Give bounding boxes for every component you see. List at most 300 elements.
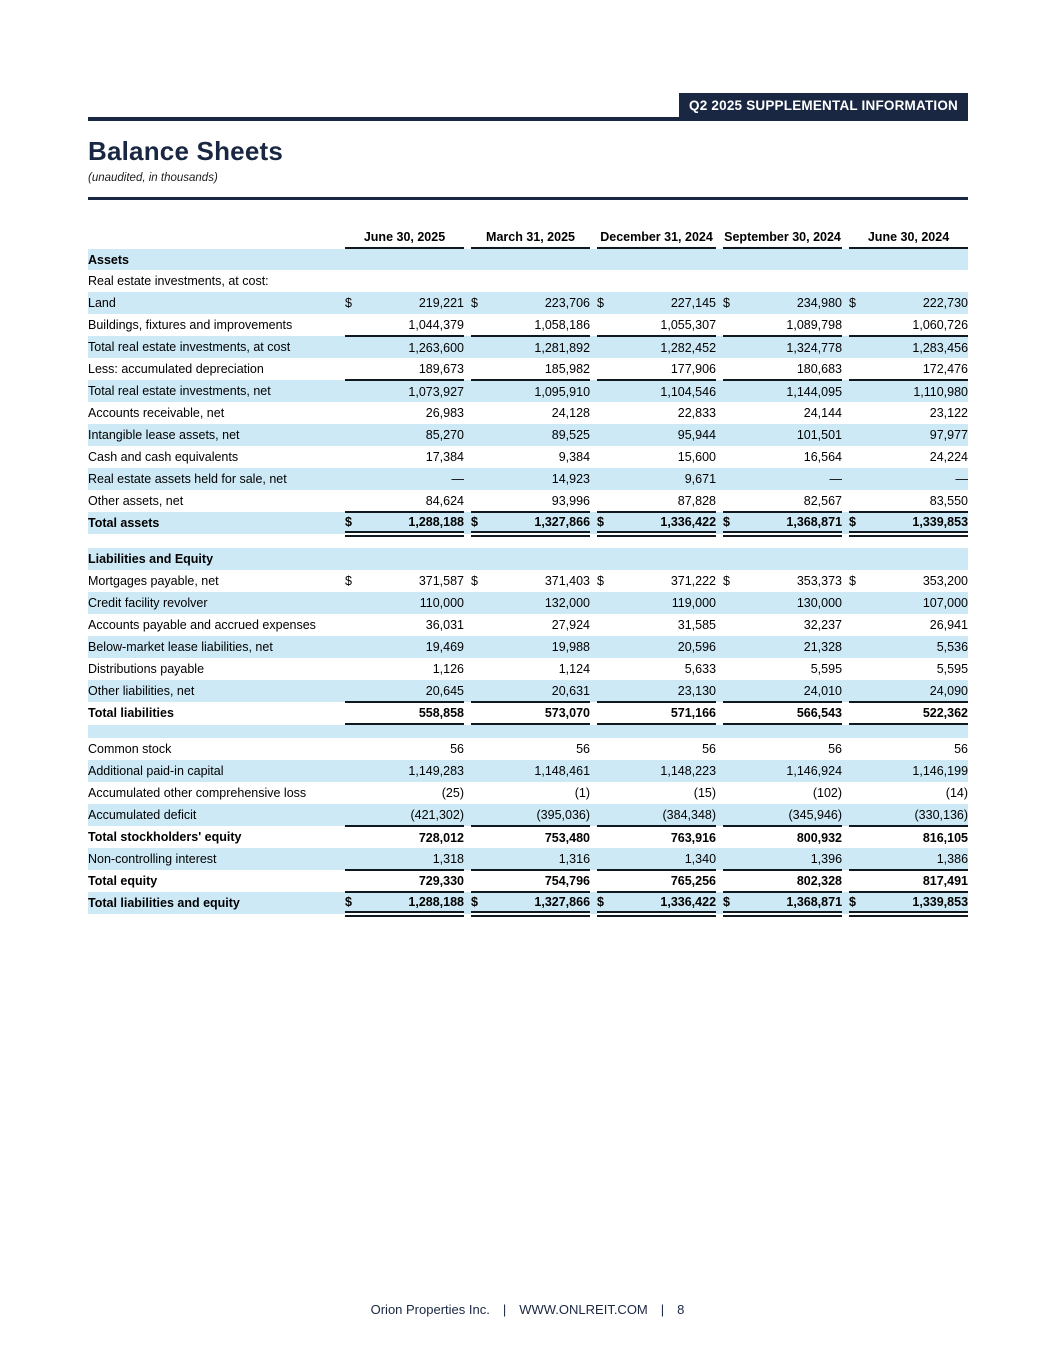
dollar-spacer (723, 592, 747, 614)
cell-value: 16,564 (803, 450, 843, 464)
dollar-spacer (345, 826, 369, 848)
dollar-spacer (849, 490, 873, 512)
dollar-sign: $ (471, 296, 478, 310)
cell-value: 1,146,924 (786, 764, 843, 778)
dollar-spacer (471, 490, 495, 512)
cell-value: 14,923 (551, 472, 591, 486)
cell-value: 93,996 (495, 490, 590, 512)
dollar-spacer (597, 614, 621, 636)
dollar-spacer (849, 614, 873, 636)
dollar-spacer (345, 782, 369, 804)
cell-value: 1,396 (747, 848, 842, 870)
dollar-spacer (723, 680, 747, 702)
cell-value: 1,060,726 (873, 314, 968, 336)
spacer-cell (88, 724, 968, 738)
dollar-spacer (597, 592, 621, 614)
cell-value: 56 (576, 742, 591, 756)
table-row (88, 680, 968, 702)
column-gap (464, 512, 471, 534)
dollar-sign: $ (471, 512, 495, 534)
column-gap (464, 468, 471, 490)
column-header: June 30, 2025 (345, 200, 464, 248)
cell-value: 1,324,778 (786, 340, 843, 355)
column-gap (464, 446, 471, 468)
column-gap (716, 380, 723, 402)
cell-value: 180,683 (747, 358, 842, 380)
spacer-cell (88, 534, 968, 548)
dollar-spacer (597, 738, 621, 760)
cell-value: 5,536 (936, 640, 969, 654)
cell-value: 729,330 (369, 870, 464, 892)
dollar-spacer (597, 636, 621, 658)
dollar-sign: $ (849, 296, 856, 310)
cell-value: 110,000 (419, 596, 464, 610)
cell-value: 5,595 (810, 662, 843, 676)
dollar-spacer (345, 358, 369, 380)
dollar-spacer (471, 314, 495, 336)
dollar-spacer (723, 402, 747, 424)
dollar-spacer (471, 680, 495, 702)
table-row (88, 336, 968, 358)
column-gap (590, 424, 597, 446)
column-gap (842, 512, 849, 534)
column-gap (842, 680, 849, 702)
dollar-spacer (597, 402, 621, 424)
column-gap (590, 358, 597, 380)
table-row (88, 782, 968, 804)
dollar-spacer (723, 848, 747, 870)
row-label: Less: accumulated depreciation (88, 362, 264, 376)
column-gap (464, 402, 471, 424)
cell-value: 19,469 (425, 640, 464, 654)
column-gap (716, 870, 723, 892)
column-gap (716, 738, 723, 760)
cell-value: 95,944 (677, 428, 717, 442)
dollar-spacer (723, 826, 747, 848)
cell-value: 24,128 (551, 406, 591, 420)
cell-value: 522,362 (873, 702, 968, 724)
row-label: Below-market lease liabilities, net (88, 640, 273, 654)
row-label: Accumulated deficit (88, 808, 197, 822)
table-row (88, 402, 968, 424)
dollar-sign: $ (597, 512, 621, 534)
spacer-row (88, 534, 968, 548)
dollar-spacer (723, 782, 747, 804)
dollar-spacer (723, 380, 747, 402)
cell-value: 119,000 (671, 596, 717, 610)
cell-value: 24,144 (803, 406, 843, 420)
cell-value: 1,339,853 (873, 512, 968, 534)
cell-value: 1,148,223 (660, 764, 717, 778)
cell-value: 1,073,927 (408, 384, 464, 399)
table-row (88, 292, 968, 314)
footer-page-number: 8 (677, 1302, 685, 1317)
dollar-sign: $ (597, 892, 621, 914)
column-gap (842, 292, 849, 314)
column-gap (590, 826, 597, 848)
column-gap (464, 738, 471, 760)
column-gap (590, 446, 597, 468)
cell-value: (384,348) (621, 804, 716, 826)
column-gap (590, 512, 597, 534)
column-gap (590, 314, 597, 336)
dollar-spacer (345, 702, 369, 724)
column-gap (590, 402, 597, 424)
table-row (88, 270, 968, 292)
column-gap (716, 336, 723, 358)
dollar-spacer (849, 702, 873, 724)
dollar-spacer (723, 314, 747, 336)
column-gap (464, 490, 471, 512)
column-gap (590, 738, 597, 760)
cell-value: 172,476 (873, 358, 968, 380)
cell-value: 1,288,188 (369, 512, 464, 534)
footer-website: WWW.ONLREIT.COM (519, 1302, 648, 1317)
table-row (88, 702, 968, 724)
dollar-spacer (849, 738, 873, 760)
cell-value: 9,671 (684, 472, 717, 486)
cell-value: 1,288,188 (369, 892, 464, 914)
column-gap (716, 468, 723, 490)
column-gap (590, 636, 597, 658)
dollar-spacer (471, 804, 495, 826)
cell-value: 24,090 (873, 680, 968, 702)
column-gap (842, 446, 849, 468)
dollar-spacer (723, 804, 747, 826)
column-gap (716, 512, 723, 534)
cell-value: 1,044,379 (369, 314, 464, 336)
top-rule (88, 93, 968, 121)
table-row (88, 636, 968, 658)
column-gap (842, 848, 849, 870)
column-gap (464, 680, 471, 702)
column-gap (590, 760, 597, 782)
dollar-spacer (597, 358, 621, 380)
dollar-spacer (345, 336, 369, 358)
dollar-spacer (597, 782, 621, 804)
cell-value: 1,340 (621, 848, 716, 870)
cell-value: 26,941 (929, 618, 969, 632)
row-label: Total stockholders' equity (88, 830, 242, 844)
column-gap (590, 680, 597, 702)
dollar-spacer (345, 760, 369, 782)
cell-value: 728,012 (418, 830, 464, 845)
cell-value: 802,328 (747, 870, 842, 892)
row-label: Intangible lease assets, net (88, 428, 240, 442)
dollar-sign: $ (345, 574, 352, 588)
cell-value: 227,145 (670, 296, 717, 310)
cell-value: 1,283,456 (912, 340, 969, 355)
column-gap (842, 614, 849, 636)
dollar-spacer (597, 468, 621, 490)
row-label: Buildings, fixtures and improvements (88, 318, 293, 332)
column-gap (716, 358, 723, 380)
dollar-sign: $ (471, 574, 478, 588)
cell-value: (395,036) (495, 804, 590, 826)
column-gap (464, 314, 471, 336)
column-gap (842, 200, 849, 248)
cell-value: 189,673 (369, 358, 464, 380)
dollar-spacer (723, 614, 747, 636)
row-label: Additional paid-in capital (88, 764, 224, 778)
dollar-spacer (345, 490, 369, 512)
column-gap (842, 804, 849, 826)
dollar-spacer (723, 336, 747, 358)
cell-value: 1,368,871 (747, 512, 842, 534)
dollar-spacer (471, 658, 495, 680)
header-label-column (88, 200, 345, 248)
dollar-spacer (345, 804, 369, 826)
column-gap (464, 336, 471, 358)
table-row (88, 738, 968, 760)
column-gap (842, 402, 849, 424)
cell-value: (14) (945, 786, 969, 800)
cell-value: 97,977 (929, 428, 969, 442)
cell-value: 82,567 (747, 490, 842, 512)
column-gap (716, 702, 723, 724)
cell-value: 185,982 (495, 358, 590, 380)
dollar-spacer (723, 658, 747, 680)
dollar-spacer (471, 592, 495, 614)
dollar-spacer (345, 848, 369, 870)
row-label: Total liabilities and equity (88, 896, 240, 910)
dollar-spacer (345, 402, 369, 424)
column-gap (590, 380, 597, 402)
cell-value: 32,237 (803, 618, 843, 632)
dollar-spacer (345, 614, 369, 636)
cell-value: 15,600 (677, 450, 717, 464)
row-label: Real estate investments, at cost: (88, 274, 269, 288)
cell-value: 85,270 (425, 428, 464, 442)
footer-separator: | (502, 1302, 507, 1317)
column-gap (716, 804, 723, 826)
dollar-spacer (345, 380, 369, 402)
dollar-spacer (597, 336, 621, 358)
section-title: Liabilities and Equity (88, 552, 214, 566)
row-label: Accumulated other comprehensive loss (88, 786, 307, 800)
cell-value: 571,166 (621, 702, 716, 724)
dollar-sign: $ (723, 574, 730, 588)
row-label: Real estate assets held for sale, net (88, 472, 287, 486)
column-gap (590, 292, 597, 314)
cell-value: 19,988 (551, 640, 591, 654)
row-label: Accounts payable and accrued expenses (88, 618, 316, 632)
page-title: Balance Sheets (88, 136, 284, 166)
cell-value: 371,587 (418, 574, 464, 588)
dollar-spacer (597, 490, 621, 512)
column-gap (842, 336, 849, 358)
cell-value: 84,624 (369, 490, 464, 512)
cell-value: 1,336,422 (621, 512, 716, 534)
column-gap (464, 570, 471, 592)
column-gap (464, 614, 471, 636)
cell-value: 27,924 (551, 618, 591, 632)
cell-value: 1,336,422 (621, 892, 716, 914)
column-gap (716, 760, 723, 782)
column-gap (716, 314, 723, 336)
dollar-spacer (849, 358, 873, 380)
column-gap (842, 424, 849, 446)
column-header: September 30, 2024 (723, 200, 842, 248)
footer-separator: | (660, 1302, 665, 1317)
column-gap (464, 892, 471, 914)
table-row (88, 848, 968, 870)
cell-value: 24,224 (929, 450, 969, 464)
column-gap (590, 804, 597, 826)
cell-value: (102) (812, 786, 843, 800)
dollar-spacer (849, 636, 873, 658)
dollar-spacer (597, 380, 621, 402)
table-row (88, 870, 968, 892)
row-label: Accounts receivable, net (88, 406, 225, 420)
cell-value: 56 (954, 742, 969, 756)
column-gap (716, 200, 723, 248)
page-footer (0, 1302, 1055, 1317)
cell-value: 1,327,866 (495, 892, 590, 914)
dollar-spacer (723, 738, 747, 760)
row-label: Mortgages payable, net (88, 574, 219, 588)
dollar-sign: $ (471, 892, 495, 914)
cell-value: 1,144,095 (786, 384, 843, 399)
column-gap (464, 658, 471, 680)
column-gap (716, 892, 723, 914)
column-gap (842, 592, 849, 614)
dollar-spacer (849, 658, 873, 680)
column-gap (716, 292, 723, 314)
cell-value: 754,796 (495, 870, 590, 892)
dollar-spacer (471, 782, 495, 804)
table-row (88, 512, 968, 534)
column-gap (842, 490, 849, 512)
dollar-spacer (471, 336, 495, 358)
column-gap (842, 738, 849, 760)
column-gap (716, 570, 723, 592)
dollar-spacer (345, 424, 369, 446)
dollar-spacer (723, 870, 747, 892)
cell-value: 89,525 (551, 428, 591, 442)
dollar-spacer (849, 336, 873, 358)
dollar-spacer (723, 446, 747, 468)
table-row (88, 760, 968, 782)
column-gap (590, 848, 597, 870)
dollar-sign: $ (723, 892, 747, 914)
dollar-spacer (723, 702, 747, 724)
dollar-spacer (471, 738, 495, 760)
dollar-spacer (471, 702, 495, 724)
table-row (88, 490, 968, 512)
row-label: Cash and cash equivalents (88, 450, 239, 464)
row-label: Distributions payable (88, 662, 205, 676)
dollar-spacer (849, 826, 873, 848)
dollar-spacer (471, 446, 495, 468)
dollar-spacer (597, 658, 621, 680)
cell-value: 36,031 (425, 618, 464, 632)
dollar-spacer (345, 468, 369, 490)
table-row (88, 892, 968, 914)
column-gap (464, 804, 471, 826)
dollar-spacer (597, 680, 621, 702)
column-gap (590, 468, 597, 490)
row-label: Total assets (88, 516, 160, 530)
dollar-spacer (471, 402, 495, 424)
cell-value: 371,222 (670, 574, 717, 588)
column-gap (842, 782, 849, 804)
table-row (88, 468, 968, 490)
cell-value: 573,070 (495, 702, 590, 724)
dollar-spacer (471, 424, 495, 446)
cell-value: (25) (441, 786, 464, 800)
dollar-spacer (471, 614, 495, 636)
column-gap (842, 870, 849, 892)
table-row (88, 358, 968, 380)
dollar-spacer (597, 314, 621, 336)
column-gap (464, 636, 471, 658)
dollar-spacer (471, 848, 495, 870)
cell-value: 26,983 (425, 406, 464, 420)
cell-value: 1,058,186 (495, 314, 590, 336)
dollar-spacer (597, 848, 621, 870)
cell-value: 753,480 (544, 830, 591, 845)
dollar-spacer (345, 314, 369, 336)
dollar-spacer (471, 870, 495, 892)
column-gap (716, 490, 723, 512)
spacer-row (88, 724, 968, 738)
dollar-sign: $ (849, 892, 873, 914)
table-row (88, 658, 968, 680)
row-label: Credit facility revolver (88, 596, 208, 610)
column-gap (842, 570, 849, 592)
cell-value: 1,368,871 (747, 892, 842, 914)
cell-value: 56 (450, 742, 464, 756)
column-gap (716, 636, 723, 658)
cell-value: 1,110,980 (913, 384, 969, 399)
dollar-spacer (849, 468, 873, 490)
table-row (88, 380, 968, 402)
cell-value: 222,730 (922, 296, 969, 310)
dollar-spacer (345, 636, 369, 658)
cell-value: 353,200 (922, 574, 969, 588)
cell-value: — (955, 472, 969, 486)
column-gap (464, 760, 471, 782)
column-gap (716, 614, 723, 636)
dollar-spacer (849, 848, 873, 870)
column-gap (842, 892, 849, 914)
row-label: Land (88, 296, 116, 310)
cell-value: 816,105 (922, 830, 969, 845)
cell-value: 353,373 (796, 574, 843, 588)
column-gap (464, 424, 471, 446)
dollar-spacer (723, 358, 747, 380)
supplemental-banner: Q2 2025 SUPPLEMENTAL INFORMATION (679, 93, 968, 117)
cell-value: 223,706 (544, 296, 591, 310)
column-gap (590, 782, 597, 804)
column-gap (464, 592, 471, 614)
column-gap (590, 592, 597, 614)
dollar-sign: $ (723, 296, 730, 310)
row-label: Other liabilities, net (88, 684, 195, 698)
section-header-row (88, 548, 968, 570)
dollar-spacer (597, 424, 621, 446)
dollar-spacer (849, 402, 873, 424)
dollar-spacer (345, 738, 369, 760)
cell-value: 9,384 (558, 450, 591, 464)
dollar-spacer (723, 424, 747, 446)
cell-value: 1,089,798 (747, 314, 842, 336)
cell-value: 800,932 (796, 830, 843, 845)
dollar-spacer (849, 380, 873, 402)
column-gap (842, 658, 849, 680)
cell-value: 1,124 (558, 662, 591, 676)
